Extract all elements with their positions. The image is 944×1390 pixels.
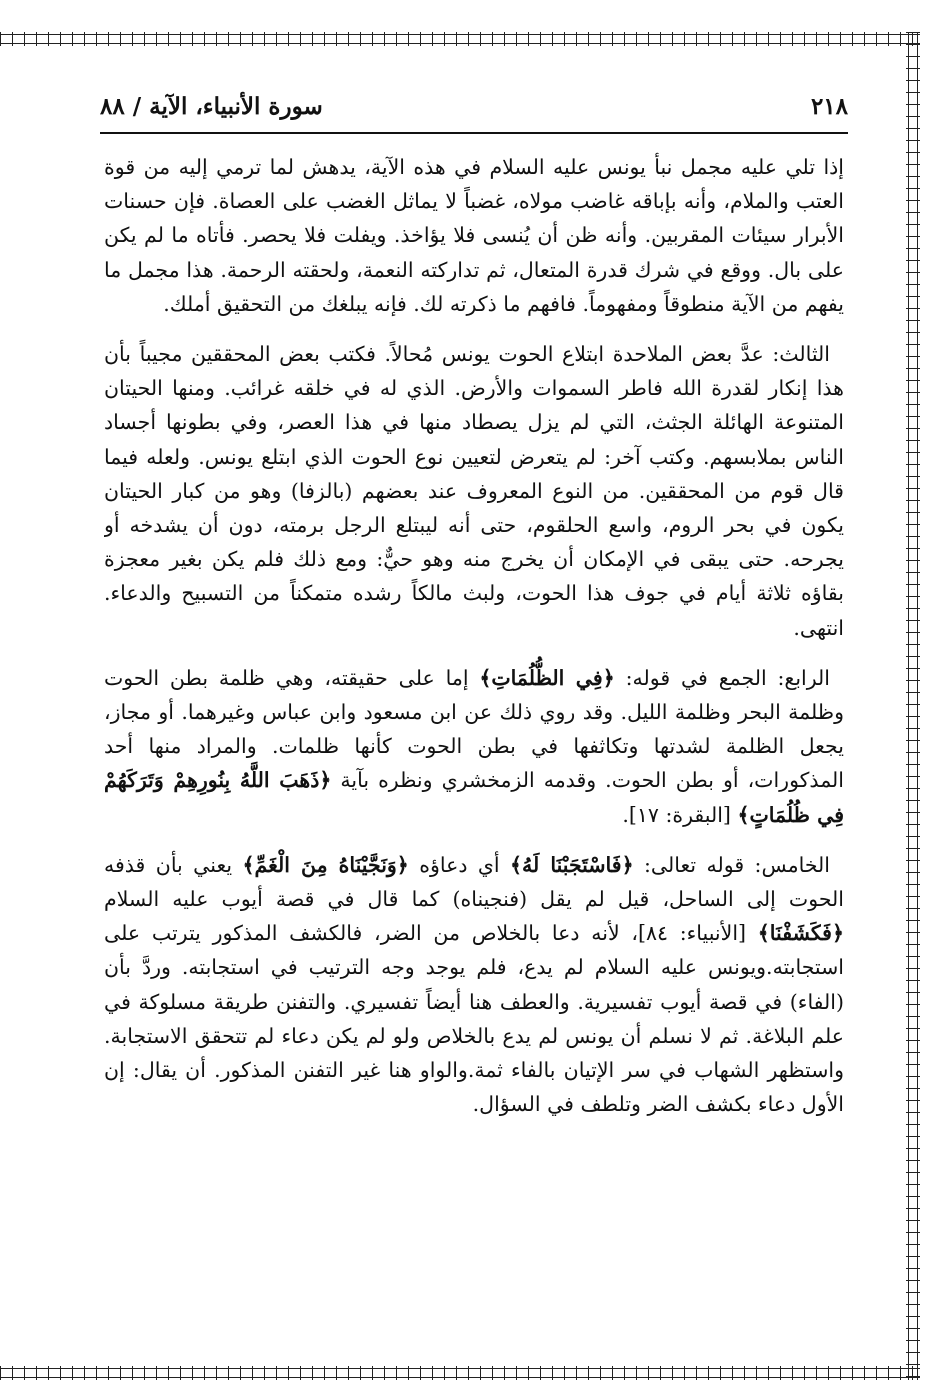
quran-quote: ﴿فَكَشَفْنَا﴾ xyxy=(757,921,844,946)
header-divider xyxy=(100,132,848,134)
page-body xyxy=(104,150,844,1345)
paragraph-3-text-b: إما على حقيقته، وهي ظلمة بطن الحوت وظلمة البحر وظلمة الليل. وقد روي ذلك عن ابن مسعود وابن عباس وغيرهما. أو مجاز، يجعل الظلمة لشدتها وتكاثفها في بطن الحوت كأنها ظلمات. والمراد منها أحد المذكورات، أو بطن الحوت. وقدمه الزمخشري ونظره بآية xyxy=(104,665,844,793)
paragraph-2: الثالث: عدَّ بعض الملاحدة ابتلاع الحوت يونس مُحالاً. فكتب بعض المحققين مجيباً بأن هذا إنكار لقدرة الله فاطر السموات والأرض. الذي له في خلقه غرائب. ومنها الحيتان المتنوعة الهائلة الجثث، التي لم يزل يصطاد منها في هذا العصر، وفي بطونها أجساد الناس بملابسهم. وكتب آخر: لم يتعرض لتعيين نوع الحوت الذي ابتلع يونس. ولعله فيما قال قوم من المحققين. من النوع المعروف عند بعضهم (بالزفا) وهو من كبار الحيتان يكون في بحر الروم، واسع الحلقوم، حتى أنه ليبتلع الرجل برمته، دون أن يشدخه أو يجرحه. حتى يبقى في الإمكان أن يخرج منه وهو حيٌّ: ومع ذلك فلم يكن بغير معجزة بقاؤه ثلاثة أيام في جوف هذا الحوت، ولبث مالكاً رشده متمكناً من التسبيح والدعاء. انتهى. xyxy=(104,342,844,640)
right-ornamental-border xyxy=(906,32,920,1380)
paragraph-3-text-c: [البقرة: ١٧]. xyxy=(622,802,738,827)
paragraph-3-text-a: الرابع: الجمع في قوله: xyxy=(614,665,830,690)
paragraph-4-text-d: [الأنبياء: ٨٤]، لأنه دعا بالخلاص من الضر، فالكشف المذكور يترتب على استجابته.ويونس عليه السلام لم يدع، فلم يوجد وجه الترتيب في استجابته. وردَّ بأن (الفاء) في قصة أيوب تفسيرية. والعطف هنا أيضاً تفسيري. والتفنن طريقة مسلوكة في علم البلاغة. ثم لا نسلم أن يونس لم يدع بالخلاص ولو لم يكن دعاء لم تتحقق الاستجابة. واستظهر الشهاب في سر الإتيان بالفاء ثمة.والواو هنا غير التفنن المذكور. أن يقال: إن الأول دعاء بكشف الضر وتلطف في السؤال. xyxy=(104,921,844,1117)
page-number: ٢١٨ xyxy=(810,92,848,120)
paragraph-4-text-a: الخامس: قوله تعالى: xyxy=(633,852,830,877)
paragraph-1: إذا تلي عليه مجمل نبأ يونس عليه السلام في هذه الآية، يدهش لما ترمي إليه من قوة العتب والملام، وأنه بإباقه غاضب مولاه، غضباً لا يماثل الغضب على العصاة. فإن حسنات الأبرار سيئات المقربين. وأنه ظن أن يُنسى فلا يؤاخذ. ويفلت فلا يحصر. فأتاه ما لم يكن على بال. ووقع في شرك قدرة المتعال، ثم تداركته النعمة، ولحقته الرحمة. هذا مجمل ما يفهم من الآية منطوقاً ومفهوماً. فافهم ما ذكرته لك. فإنه يبلغك من التحقيق أملك. xyxy=(104,155,844,316)
paragraph-4-text-b: أي دعاؤه xyxy=(408,852,511,877)
quran-quote: ﴿فَاسْتَجَبْنَا لَهُ﴾ xyxy=(510,852,634,877)
paragraph-4-text-c: يعني بأن قذفه الحوت إلى الساحل، قيل لم يقل (فنجيناه) كما قال في قصة أيوب عليه السلام xyxy=(104,852,844,912)
paragraph-4 xyxy=(104,848,844,1122)
surah-title: سورة الأنبياء، الآية / ٨٨ xyxy=(100,92,323,120)
top-ornamental-border xyxy=(0,32,920,46)
bottom-ornamental-border xyxy=(0,1366,920,1380)
quran-quote: ﴿ذَهَبَ اللَّهُ بِنُورِهِمْ وَتَرَكَهُمْ فِي ظُلُمَاتٍ﴾ xyxy=(104,768,844,827)
page-header xyxy=(100,84,848,128)
paragraph-3 xyxy=(104,661,844,832)
quran-quote: ﴿فِي الظُّلُمَاتِ﴾ xyxy=(479,665,615,690)
quran-quote: ﴿وَنَجَّيْنَاهُ مِنَ الْغَمِّ﴾ xyxy=(242,852,409,877)
